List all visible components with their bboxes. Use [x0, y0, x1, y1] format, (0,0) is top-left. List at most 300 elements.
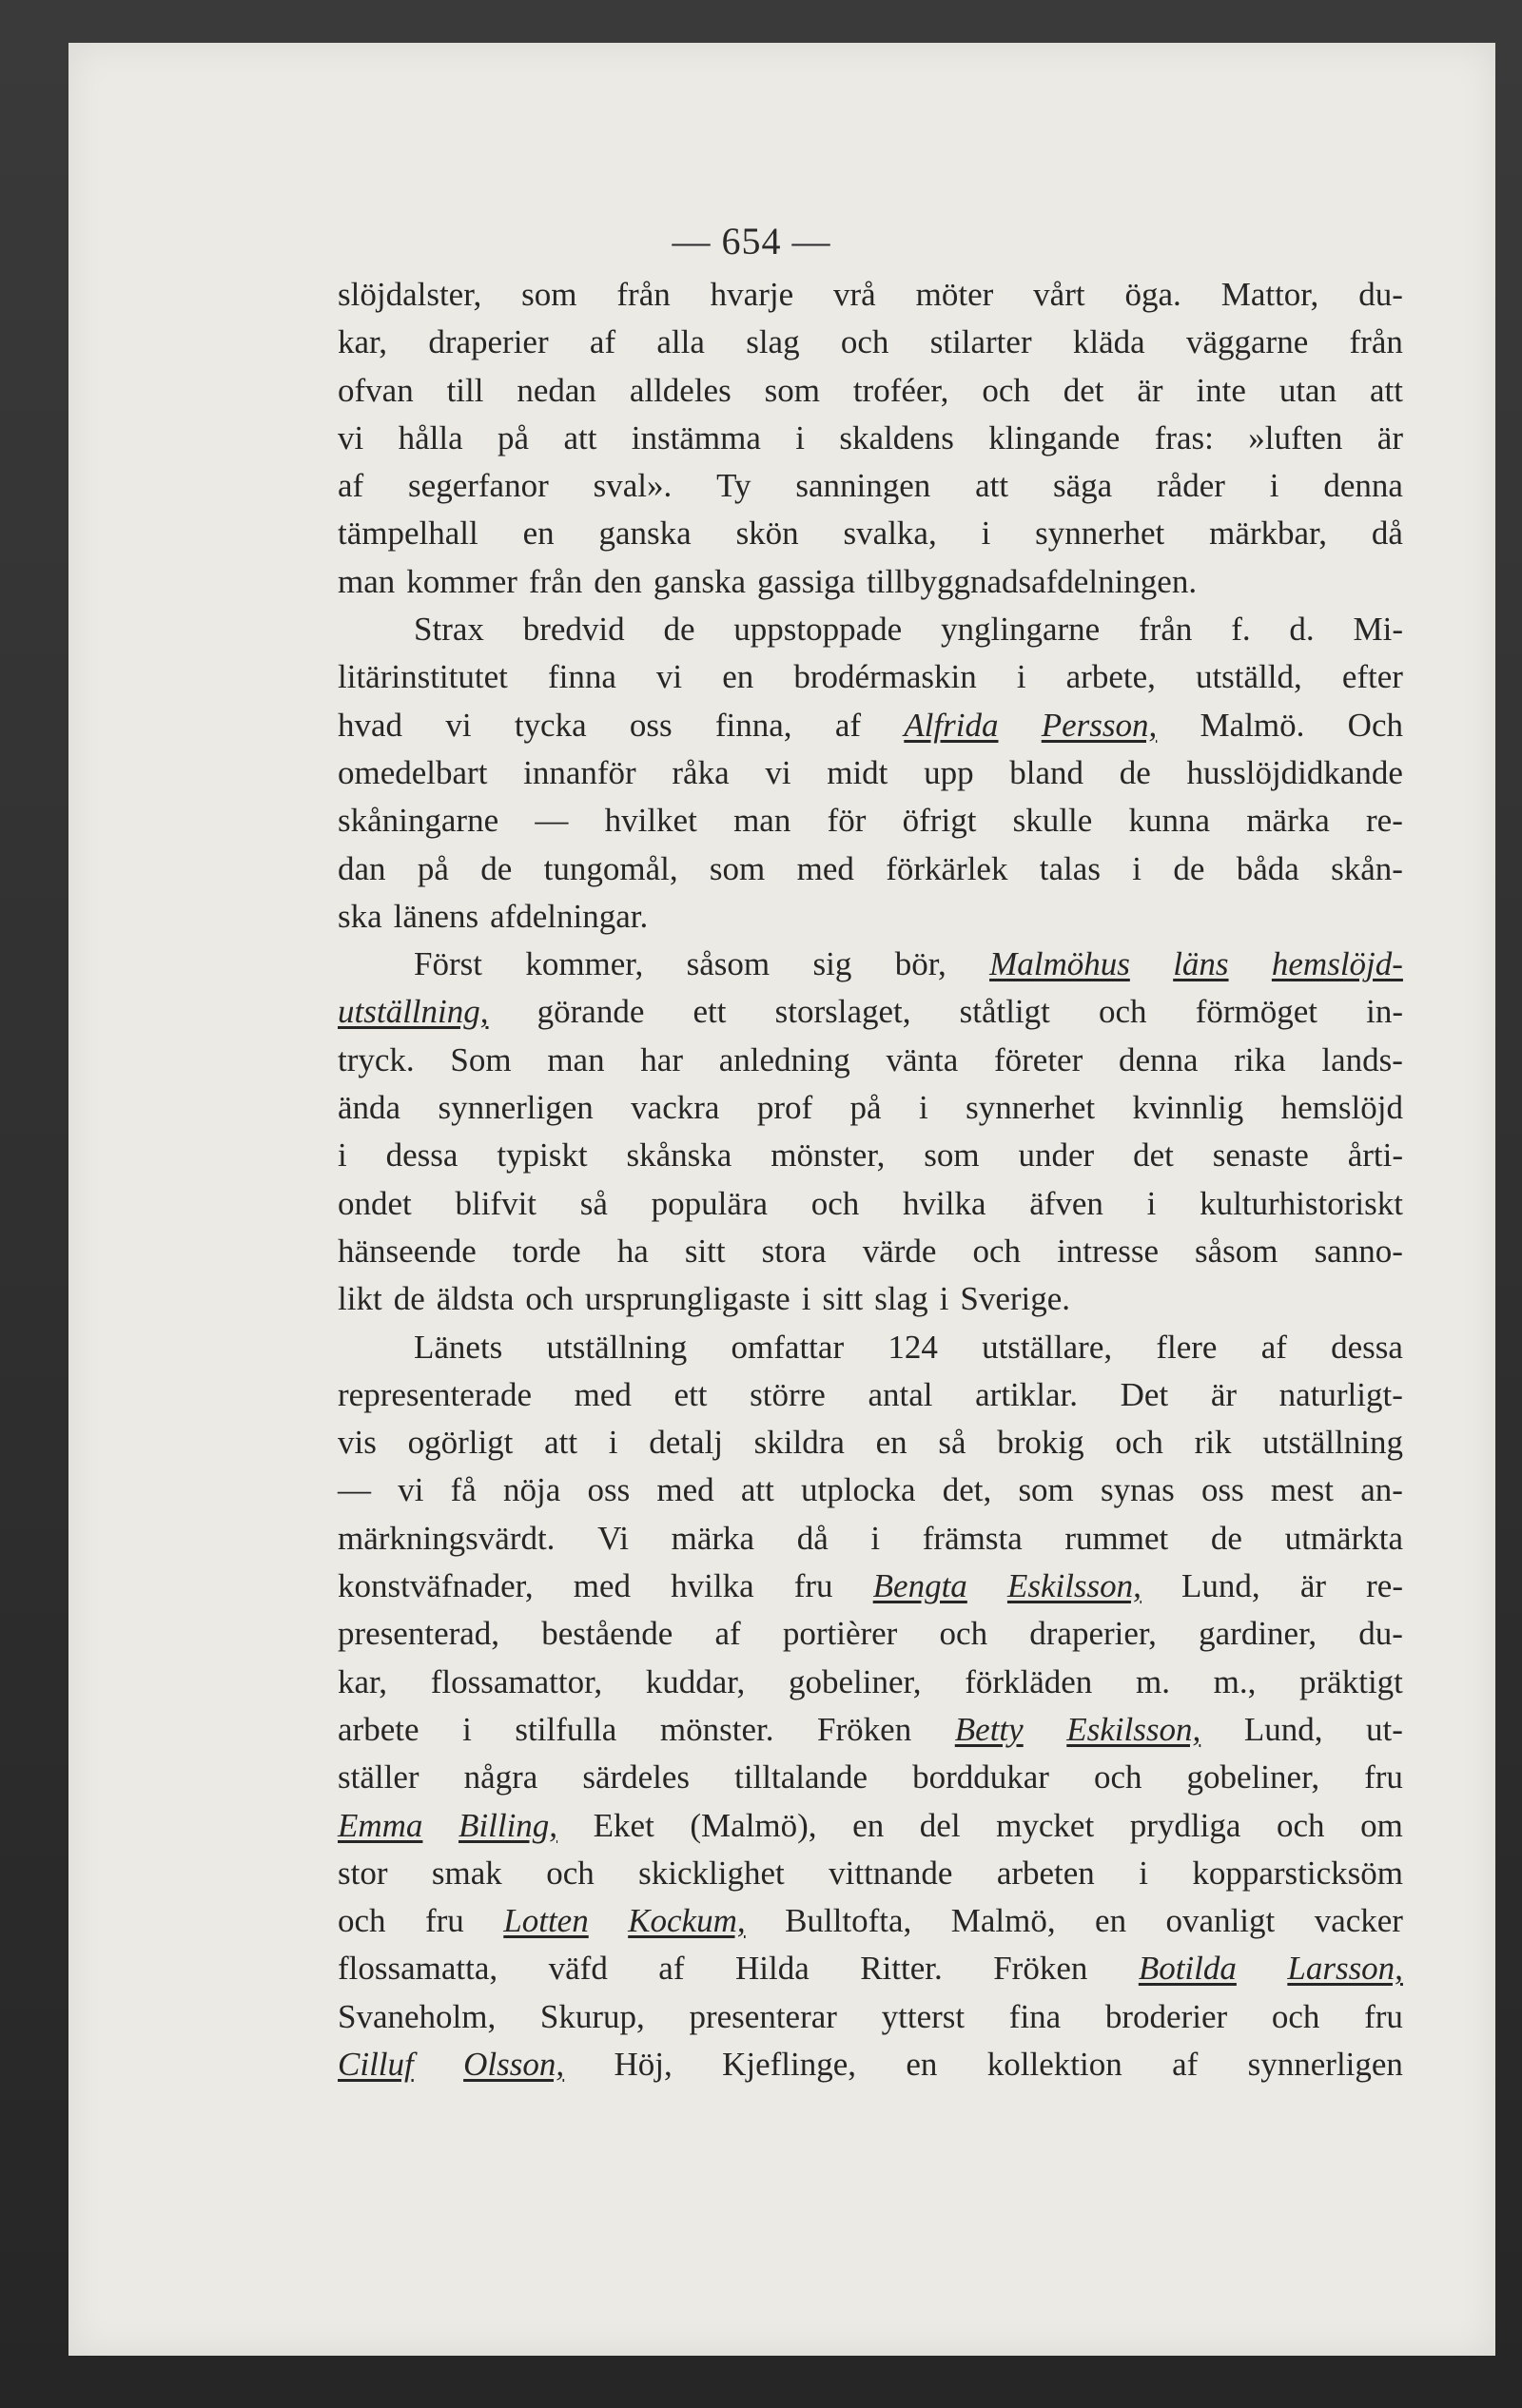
word: vi — [338, 418, 364, 456]
text-line — [338, 1945, 1403, 1992]
word: fru — [1364, 1758, 1403, 1796]
word: en — [1095, 1902, 1127, 1940]
text-line — [338, 1275, 1403, 1323]
word: i — [981, 515, 991, 553]
word: del — [919, 1806, 961, 1844]
word: artiklar. — [975, 1375, 1079, 1413]
word: skön — [735, 515, 799, 553]
text-line — [338, 415, 1403, 462]
word: slag — [874, 1280, 928, 1318]
word: som — [924, 1136, 980, 1175]
word: ut- — [1366, 1710, 1403, 1748]
text-line — [338, 1659, 1403, 1706]
word: dessa — [385, 1136, 459, 1175]
word: i — [795, 418, 805, 456]
word: de — [1173, 849, 1205, 887]
text-line — [338, 510, 1403, 557]
word: segerfanor — [408, 467, 549, 505]
word: Mattor, — [1220, 276, 1319, 313]
word: Svaneholm, — [338, 1997, 497, 2035]
word: Strax — [414, 611, 484, 649]
word: upp — [924, 753, 974, 791]
word: förkläden — [965, 1662, 1093, 1700]
word: Fröken — [993, 1950, 1088, 1988]
word: i — [462, 1710, 472, 1748]
word: med — [574, 1375, 632, 1413]
word: representerade — [338, 1375, 533, 1413]
word: tämpelhall — [338, 515, 478, 553]
word: rummet — [1064, 1519, 1169, 1557]
word: kunna — [1128, 802, 1211, 840]
word: och — [546, 1854, 595, 1892]
word: utställare, — [982, 1328, 1113, 1366]
word: klingande — [988, 418, 1121, 456]
word: (Malmö), — [690, 1806, 817, 1844]
text-line — [338, 1754, 1403, 1801]
word: att — [544, 1424, 578, 1462]
word: Mi- — [1353, 611, 1403, 649]
word: gardiner, — [1199, 1615, 1317, 1653]
name-word: Betty — [954, 1710, 1024, 1748]
word: väggarne — [1185, 323, 1309, 361]
word: och — [810, 1184, 860, 1222]
word: och — [1093, 1758, 1142, 1796]
word: Och — [1347, 706, 1403, 744]
word: intresse — [1057, 1232, 1159, 1270]
word: skån- — [1331, 849, 1403, 887]
word: innanför — [523, 753, 636, 791]
word: flossamatta, — [338, 1950, 498, 1988]
word: det — [1133, 1136, 1174, 1175]
text-line — [338, 1228, 1403, 1275]
name-word: Malmöhus — [989, 945, 1130, 983]
word: sanno- — [1314, 1232, 1403, 1270]
word: som — [1018, 1471, 1074, 1509]
word: de — [393, 1280, 425, 1318]
word: ytterst — [881, 1997, 966, 2035]
word: utan — [1278, 371, 1337, 409]
word: vittnande — [829, 1854, 953, 1892]
word: arbete — [338, 1710, 420, 1748]
word: senaste — [1212, 1136, 1309, 1175]
word: draperier — [428, 323, 549, 361]
word: den — [594, 562, 642, 600]
word: Först — [414, 945, 482, 983]
word: en — [722, 658, 754, 696]
name-word: Olsson, — [463, 2045, 565, 2083]
word: det — [1063, 371, 1104, 409]
word: blifvit — [455, 1184, 537, 1222]
word: ynglingarne — [941, 611, 1101, 649]
word: ganska — [598, 515, 692, 553]
word: skåningarne — [338, 802, 499, 840]
text-line — [338, 1706, 1403, 1754]
word: från — [528, 562, 583, 600]
name-word: läns — [1173, 945, 1229, 983]
word: på — [498, 418, 530, 456]
word: vrå — [833, 276, 876, 313]
word: vi — [655, 658, 683, 696]
word: och — [840, 323, 889, 361]
word: man — [547, 1040, 605, 1078]
word: kuddar, — [645, 1662, 746, 1700]
word: vi — [398, 1471, 424, 1509]
word: öga. — [1124, 276, 1181, 313]
word: rika — [1234, 1040, 1286, 1078]
word: re- — [1366, 1567, 1403, 1605]
word: under — [1018, 1136, 1095, 1175]
word: och — [982, 371, 1030, 409]
word: Höj, — [614, 2045, 673, 2083]
word: smak — [431, 1854, 502, 1892]
word: synnerligen — [1247, 2045, 1403, 2083]
word: denna — [1323, 467, 1403, 505]
word: en — [852, 1806, 885, 1844]
word: alla — [656, 323, 705, 361]
name-word: Botilda — [1138, 1950, 1237, 1988]
word: tycka — [514, 706, 587, 744]
word: i — [870, 1519, 881, 1557]
word: så — [579, 1184, 608, 1222]
word: fras: — [1154, 418, 1214, 456]
word: presenterar — [689, 1997, 837, 2035]
word: synnerhet — [1035, 515, 1165, 553]
word: fru — [793, 1567, 833, 1605]
word: märkningsvärdt. — [338, 1519, 556, 1557]
word: afdelningar. — [490, 897, 649, 935]
word: man — [733, 802, 791, 840]
text-line — [338, 988, 1403, 1036]
word: brodérmaskin — [793, 658, 977, 696]
word: sitt — [822, 1280, 864, 1318]
text-line — [338, 941, 1403, 988]
word: hvilka — [671, 1567, 754, 1605]
word: synnerligen — [438, 1089, 594, 1127]
word: Skurup, — [539, 1997, 645, 2035]
word: med — [573, 1567, 631, 1605]
word: tryck. — [338, 1040, 415, 1078]
word: portièrer — [782, 1615, 898, 1653]
word: hänseende — [338, 1232, 477, 1270]
word: bestående — [541, 1615, 673, 1653]
word: Vi — [597, 1519, 629, 1557]
name-word: Alfrida — [904, 706, 999, 744]
word: till — [446, 371, 484, 409]
word: instämma — [631, 418, 761, 456]
word: re- — [1366, 802, 1403, 840]
word: — — [535, 802, 569, 840]
word: kopparsticksöm — [1192, 1854, 1403, 1892]
name-word: utställning, — [338, 993, 489, 1031]
name-word: Bengta — [872, 1567, 967, 1605]
word: stora — [761, 1232, 827, 1270]
word: då — [796, 1519, 829, 1557]
word: är — [1137, 371, 1163, 409]
word: hemslöjd — [1280, 1089, 1403, 1127]
word: ända — [338, 1089, 401, 1127]
word: hålla — [398, 418, 463, 456]
word: tillbyggnadsafdelningen. — [867, 562, 1198, 600]
word: gobeliner, — [788, 1662, 922, 1700]
word: och — [338, 1902, 386, 1940]
word: från — [1349, 323, 1403, 361]
word: af — [1172, 2045, 1199, 2083]
text-line — [338, 1850, 1403, 1897]
word: nöja — [503, 1471, 561, 1509]
text-line — [338, 1563, 1403, 1610]
word: och — [1115, 1424, 1163, 1462]
word: kar, — [338, 1662, 388, 1700]
text-line — [338, 1371, 1403, 1419]
word: konstväfnader, — [338, 1567, 534, 1605]
word: oss — [629, 706, 673, 744]
word: i — [801, 1280, 811, 1318]
word: Fröken — [817, 1710, 912, 1748]
word: vi — [765, 753, 791, 791]
word: görande — [537, 993, 645, 1031]
word: om — [1360, 1806, 1403, 1844]
word: såsom — [1195, 1232, 1278, 1270]
word: de — [1119, 753, 1151, 791]
word: kläda — [1072, 323, 1145, 361]
word: från — [1139, 611, 1193, 649]
word: lands- — [1321, 1040, 1403, 1078]
word: synnerhet — [966, 1089, 1096, 1127]
word: Det — [1120, 1375, 1169, 1413]
word: sanningen — [795, 467, 931, 505]
word: af — [834, 706, 862, 744]
word: arbeten — [996, 1854, 1095, 1892]
name-word: Eskilsson, — [1006, 1567, 1142, 1605]
word: »luften — [1248, 418, 1343, 456]
text-line — [338, 1037, 1403, 1084]
word: och — [1099, 993, 1147, 1031]
text-line — [338, 606, 1403, 653]
word: midt — [827, 753, 888, 791]
word: Ritter. — [860, 1950, 943, 1988]
word: efter — [1341, 658, 1403, 696]
text-line — [338, 1515, 1403, 1563]
word: för — [827, 802, 867, 840]
word: vackra — [631, 1089, 720, 1127]
word: ett — [693, 993, 727, 1031]
word: skånska — [626, 1136, 732, 1175]
word: att — [1369, 371, 1403, 409]
word: råka — [672, 753, 730, 791]
word: ursprungligaste — [584, 1280, 790, 1318]
text-line — [338, 1897, 1403, 1945]
word: ställer — [338, 1758, 420, 1796]
word: äldsta — [436, 1280, 515, 1318]
name-word: Persson, — [1041, 706, 1158, 744]
word: Eket — [593, 1806, 654, 1844]
word: finna, — [714, 706, 792, 744]
word: större — [750, 1375, 826, 1413]
word: fru — [1364, 1997, 1403, 2035]
name-word: Lotten — [503, 1902, 589, 1940]
word: troféer, — [852, 371, 949, 409]
word: en — [875, 1424, 907, 1462]
word: och — [939, 1615, 988, 1653]
text-line — [338, 367, 1403, 415]
word: hvad — [338, 706, 403, 744]
word: som — [709, 849, 766, 887]
word: då — [1371, 515, 1403, 553]
word: Lund, — [1243, 1710, 1323, 1748]
word: arbete, — [1065, 658, 1156, 696]
word: uppstoppade — [733, 611, 903, 649]
word: årti- — [1347, 1136, 1403, 1175]
word: typiskt — [497, 1136, 588, 1175]
word: Bulltofta, — [785, 1902, 912, 1940]
word: rik — [1194, 1424, 1232, 1462]
word: utplocka — [801, 1471, 916, 1509]
word: med — [656, 1471, 714, 1509]
word: af — [1260, 1328, 1287, 1366]
word: finna — [547, 658, 616, 696]
word: bland — [1009, 753, 1084, 791]
word: i — [1139, 1854, 1148, 1892]
word: kar, — [338, 323, 388, 361]
word: kommer, — [525, 945, 644, 983]
word: ett — [673, 1375, 708, 1413]
word: i — [608, 1424, 618, 1462]
name-word: Kockum, — [628, 1902, 746, 1940]
word: är — [1210, 1375, 1238, 1413]
word: Sverige. — [960, 1280, 1071, 1318]
word: skaldens — [839, 418, 954, 456]
word: ogörligt — [407, 1424, 514, 1462]
word: är — [1299, 1567, 1327, 1605]
word: omfattar — [731, 1328, 845, 1366]
text-line — [338, 1084, 1403, 1132]
name-word: Emma — [338, 1806, 423, 1844]
word: likt — [338, 1280, 382, 1318]
word: talas — [1039, 849, 1101, 887]
text-line — [338, 702, 1403, 749]
word: märkbar, — [1209, 515, 1328, 553]
word: presenterad, — [338, 1615, 500, 1653]
name-word: Billing, — [459, 1806, 558, 1844]
word: oss — [1200, 1471, 1244, 1509]
word: och — [972, 1232, 1022, 1270]
word: i — [939, 1280, 949, 1318]
word: kommer — [406, 562, 517, 600]
text-line — [338, 893, 1403, 941]
word: dan — [338, 849, 386, 887]
word: gobeliner, — [1186, 1758, 1320, 1796]
word: utmärkta — [1284, 1519, 1403, 1557]
text-line — [338, 2041, 1403, 2088]
word: företer — [993, 1040, 1083, 1078]
word: fru — [425, 1902, 464, 1940]
word: stor — [338, 1854, 388, 1892]
word: särdeles — [582, 1758, 691, 1796]
word: borddukar — [912, 1758, 1049, 1796]
word: äfven — [1029, 1184, 1103, 1222]
word: detalj — [649, 1424, 723, 1462]
word: från — [616, 276, 671, 313]
text-line — [338, 1610, 1403, 1658]
word: säga — [1052, 467, 1113, 505]
name-word: Eskilsson, — [1066, 1710, 1201, 1748]
text-line — [338, 1180, 1403, 1228]
word: länens — [393, 897, 479, 935]
word: vis — [338, 1424, 377, 1462]
word: nedan — [517, 371, 596, 409]
word: af — [714, 1615, 741, 1653]
word: mönster. — [659, 1710, 774, 1748]
word: ovanligt — [1165, 1902, 1276, 1940]
word: denna — [1118, 1040, 1199, 1078]
text-line — [338, 1802, 1403, 1850]
word: förmöget — [1195, 993, 1317, 1031]
word: mönster, — [771, 1136, 886, 1175]
word: d. — [1289, 611, 1315, 649]
word: mycket — [996, 1806, 1095, 1844]
word: naturligt- — [1278, 1375, 1403, 1413]
word: främsta — [922, 1519, 1023, 1557]
word: bör, — [894, 945, 946, 983]
word: såsom — [686, 945, 771, 983]
word: kulturhistoriskt — [1200, 1184, 1403, 1222]
word: en — [522, 515, 555, 553]
word: sval». — [593, 467, 673, 505]
word: husslöjdidkande — [1186, 753, 1403, 791]
word: i — [1269, 467, 1279, 505]
word: att — [740, 1471, 774, 1509]
word: in- — [1366, 993, 1403, 1031]
word: prof — [756, 1089, 813, 1127]
word: vacker — [1314, 1902, 1403, 1940]
word: anledning — [718, 1040, 850, 1078]
name-word: hemslöjd- — [1271, 945, 1403, 983]
text-line — [338, 558, 1403, 606]
word: storslaget, — [774, 993, 911, 1031]
word: med — [796, 849, 854, 887]
word: svalka, — [843, 515, 937, 553]
word: båda — [1236, 849, 1299, 887]
word: brokig — [997, 1424, 1084, 1462]
word: utställd, — [1195, 658, 1302, 696]
word: hvarje — [710, 276, 794, 313]
word: som — [764, 371, 820, 409]
word: af — [338, 467, 364, 505]
word: öfrigt — [902, 802, 977, 840]
word: Hilda — [734, 1950, 810, 1988]
word: i — [1132, 849, 1142, 887]
text-line — [338, 845, 1403, 893]
word: bredvid — [522, 611, 625, 649]
word: är — [1376, 418, 1403, 456]
word: som — [521, 276, 577, 313]
word: präktigt — [1299, 1662, 1403, 1700]
word: att — [975, 467, 1009, 505]
text-line — [338, 1466, 1403, 1514]
word: Lund, — [1181, 1567, 1260, 1605]
word: tungomål, — [543, 849, 678, 887]
word: i — [338, 1136, 347, 1175]
word: vi — [445, 706, 472, 744]
word: möter — [915, 276, 994, 313]
word: Ty — [716, 467, 751, 505]
word: 124 — [888, 1328, 938, 1366]
word: f. — [1231, 611, 1251, 649]
word: dessa — [1331, 1328, 1403, 1366]
text-line — [338, 271, 1403, 319]
word: skildra — [753, 1424, 845, 1462]
word: man — [338, 562, 396, 600]
